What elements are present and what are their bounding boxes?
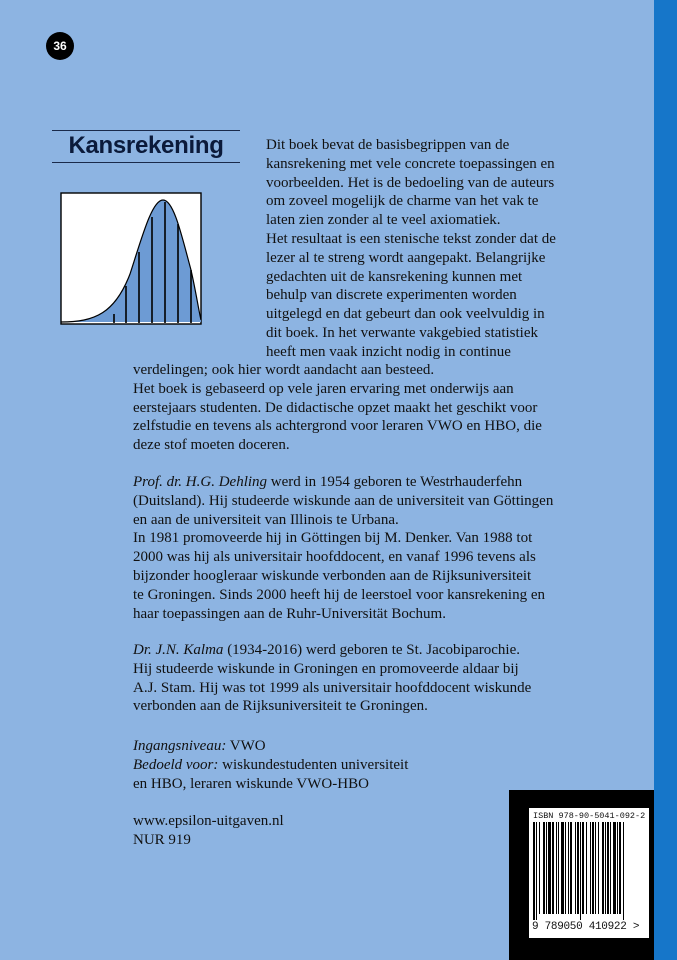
text-line: verdelingen; ook hier wordt aandacht aan besteed. <box>133 362 435 378</box>
barcode-bar <box>556 822 557 914</box>
text-line <box>133 737 408 756</box>
text-line: deze stof moeten doceren. <box>133 437 290 454</box>
barcode-bar <box>546 822 547 914</box>
barcode-bar <box>610 822 611 914</box>
barcode-bar <box>565 822 566 914</box>
target-label: Bedoeld voor: <box>133 756 219 773</box>
text-line: laten zien zonder al te veel axiomatiek. <box>266 212 501 229</box>
text-line: dit boek. In het verwante vakgebied statistiek <box>266 324 538 341</box>
barcode-bar <box>598 822 599 914</box>
barcode-bar <box>558 822 559 914</box>
ean-digits: 9 789050 410922 > <box>532 921 640 933</box>
text-line: en HBO, leraren wiskunde VWO-HBO <box>133 775 369 792</box>
spine-stripe <box>654 0 677 960</box>
publisher-info <box>133 812 284 850</box>
barcode-bar <box>582 822 584 914</box>
barcode-bar <box>586 822 587 914</box>
author-bio-dehling <box>133 473 553 623</box>
text-line: te Groningen. Sinds 2000 heeft hij de leerstoel voor kansrekening en <box>133 586 545 603</box>
text-line: zelfstudie en tevens als achtergrond voor leraren VWO en HBO, die <box>133 418 542 435</box>
text-line: om zoveel mogelijk de charme van het vak te <box>266 193 539 210</box>
barcode-bar <box>607 822 609 914</box>
website-link[interactable]: www.epsilon-uitgaven.nl <box>133 813 284 829</box>
text-line: 2000 was hij als universitair hoofddocent, en vanaf 1996 tevens als <box>133 549 536 566</box>
text-line: In 1981 promoveerde hij in Göttingen bij M. Denker. Van 1988 tot <box>133 530 533 547</box>
text-line: Dit boek bevat de basisbegrippen van de <box>266 137 510 153</box>
text-line <box>133 756 408 775</box>
barcode-bar <box>536 822 537 920</box>
text-line: gedachten uit de kansrekening kunnen met <box>266 268 523 285</box>
barcode-bar <box>561 822 564 914</box>
text-line: A.J. Stam. Hij was tot 1999 als universitair hoofddocent wiskunde <box>133 679 532 696</box>
barcode-bar <box>592 822 594 914</box>
isbn-text: ISBN 978-90-5041-092-2 <box>533 811 646 821</box>
barcode-bar <box>595 822 596 914</box>
barcode-bar <box>539 822 540 914</box>
barcode-bar <box>548 822 551 914</box>
level-label: Ingangsniveau: <box>133 738 227 754</box>
text-line: Prof. dr. H.G. Dehling werd in 1954 geboren te Westrhauderfehn <box>133 474 523 490</box>
barcode-bar <box>533 822 535 920</box>
text-line: bijzonder hoogleraar wiskunde verbonden aan de Rijksuniversiteit <box>133 567 532 584</box>
barcode-bar <box>617 822 618 914</box>
barcode-bar <box>619 822 621 914</box>
barcode-bar <box>623 822 624 920</box>
target-value: wiskundestudenten universiteit <box>218 756 409 773</box>
nur-code: NUR 919 <box>133 831 191 848</box>
author-name: Dr. J.N. Kalma <box>133 642 224 658</box>
text-line: lezer al te streng wordt aangepakt. Belangrijke <box>266 249 546 266</box>
book-title: Kansrekening <box>68 132 224 159</box>
barcode-bar <box>590 822 591 914</box>
title-rule-top <box>52 130 240 131</box>
text-line: (Duitsland). Hij studeerde wiskunde aan de universiteit van Göttingen <box>133 492 554 509</box>
author-bio-kalma <box>133 641 531 716</box>
barcode-bar <box>570 822 572 914</box>
text-line: uitgelegd en dat gebeurt dan ook veelvuldig in <box>266 306 545 323</box>
barcode-bar <box>577 822 579 914</box>
barcode-bar <box>580 822 581 920</box>
text-line: eerstejaars studenten. De didactische opzet maakt het geschikt voor <box>133 399 538 416</box>
barcode-bar <box>568 822 569 914</box>
bell-curve-illustration <box>60 192 203 326</box>
title-rule-bottom <box>52 162 240 163</box>
barcode-bar <box>613 822 616 914</box>
barcode-bar <box>602 822 604 914</box>
text-line: Het resultaat is een stenische tekst zonder dat de <box>266 230 556 247</box>
barcode-bar <box>543 822 545 914</box>
text-line: kansrekening met vele concrete toepassingen en <box>266 155 555 172</box>
text-line: Dr. J.N. Kalma (1934-2016) werd geboren te St. Jacobiparochie. <box>133 642 521 658</box>
author-name: Prof. dr. H.G. Dehling <box>133 474 268 490</box>
text-line: Hij studeerde wiskunde in Groningen en promoveerde aldaar bij <box>133 660 519 677</box>
intro-paragraph <box>266 136 556 362</box>
level-value: VWO <box>226 738 266 754</box>
text-line: heeft men vaak inzicht nodig in continue <box>266 343 511 360</box>
barcode-bar <box>605 822 606 914</box>
barcode-bars <box>533 822 645 920</box>
text-line: Het boek is gebaseerd op vele jaren ervaring met onderwijs aan <box>133 380 514 397</box>
text-line: haar toepassingen aan de Ruhr-Universität Bochum. <box>133 605 446 622</box>
body-paragraph <box>133 361 542 455</box>
barcode-bar <box>552 822 554 914</box>
text-line: verbonden aan de Rijksuniversiteit te Groningen. <box>133 698 428 715</box>
page-number-badge: 36 <box>46 32 74 60</box>
text-line: en aan de universiteit van Illinois te Urbana. <box>133 511 399 528</box>
barcode-bar <box>575 822 576 914</box>
text-line: voorbeelden. Het is de bedoeling van de auteurs <box>266 174 555 191</box>
text-line: behulp van discrete experimenten worden <box>266 287 517 304</box>
audience-info <box>133 737 408 793</box>
